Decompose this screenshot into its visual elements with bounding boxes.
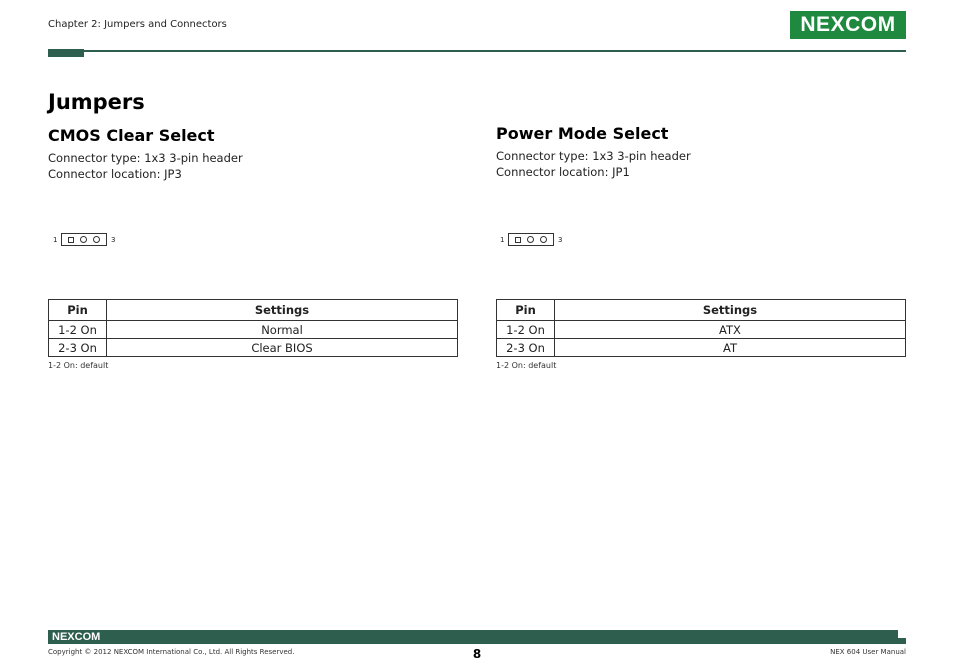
manual-name: NEX 604 User Manual	[830, 648, 906, 656]
logo-text-x: X	[830, 13, 846, 36]
settings-table-cmos	[48, 299, 458, 357]
pin-label-last: 3	[558, 236, 563, 244]
cell-pin: 2-3 On	[49, 339, 107, 357]
cell-pin: 1-2 On	[49, 321, 107, 339]
copyright-text: Copyright © 2012 NEXCOM International Co., Ltd. All Rights Reserved.	[48, 648, 295, 656]
header-tab	[48, 49, 84, 57]
settings-table-power	[496, 299, 906, 357]
pin-1-square	[68, 237, 74, 243]
footer-logo-right: COM	[74, 631, 101, 643]
footer-logo-x: X	[67, 631, 75, 643]
pin-2-circle	[527, 236, 534, 243]
footer-logo	[52, 630, 100, 644]
pin-label-last: 3	[111, 236, 116, 244]
chapter-label: Chapter 2: Jumpers and Connectors	[48, 19, 227, 30]
page-number: 8	[472, 647, 482, 661]
pin-3-circle	[540, 236, 547, 243]
pin-1-square	[515, 237, 521, 243]
footer-bar	[48, 630, 890, 644]
header-pin: Pin	[497, 300, 555, 321]
cell-setting: ATX	[555, 321, 906, 339]
footnote-cmos: 1-2 On: default	[48, 361, 109, 370]
cell-setting: Clear BIOS	[107, 339, 458, 357]
table-row	[497, 321, 906, 339]
jumper-diagram-jp3	[61, 233, 107, 246]
footnote-power: 1-2 On: default	[496, 361, 557, 370]
cell-setting: Normal	[107, 321, 458, 339]
pin-2-circle	[80, 236, 87, 243]
logo-text-right: COM	[845, 13, 896, 36]
logo-text-left: NE	[800, 13, 831, 36]
table-row	[49, 339, 458, 357]
header-settings: Settings	[107, 300, 458, 321]
footer-logo-left: NE	[52, 631, 68, 643]
connector-type-power: Connector type: 1x3 3-pin header	[496, 149, 691, 163]
header-pin: Pin	[49, 300, 107, 321]
nexcom-logo	[790, 11, 906, 39]
header-rule	[84, 50, 906, 52]
cell-setting: AT	[555, 339, 906, 357]
pin-label-first: 1	[53, 236, 58, 244]
footer-corner-block-small	[898, 638, 906, 644]
table-header-row	[49, 300, 458, 321]
table-row	[49, 321, 458, 339]
table-row	[497, 339, 906, 357]
section-title-cmos: CMOS Clear Select	[48, 126, 215, 145]
page-title: Jumpers	[48, 90, 145, 114]
connector-location-power: Connector location: JP1	[496, 165, 630, 179]
cell-pin: 1-2 On	[497, 321, 555, 339]
pin-3-circle	[93, 236, 100, 243]
table-header-row	[497, 300, 906, 321]
header-settings: Settings	[555, 300, 906, 321]
cell-pin: 2-3 On	[497, 339, 555, 357]
connector-location-cmos: Connector location: JP3	[48, 167, 182, 181]
pin-label-first: 1	[500, 236, 505, 244]
jumper-diagram-jp1	[508, 233, 554, 246]
connector-type-cmos: Connector type: 1x3 3-pin header	[48, 151, 243, 165]
section-title-power: Power Mode Select	[496, 124, 669, 143]
footer-corner-block	[890, 630, 898, 644]
